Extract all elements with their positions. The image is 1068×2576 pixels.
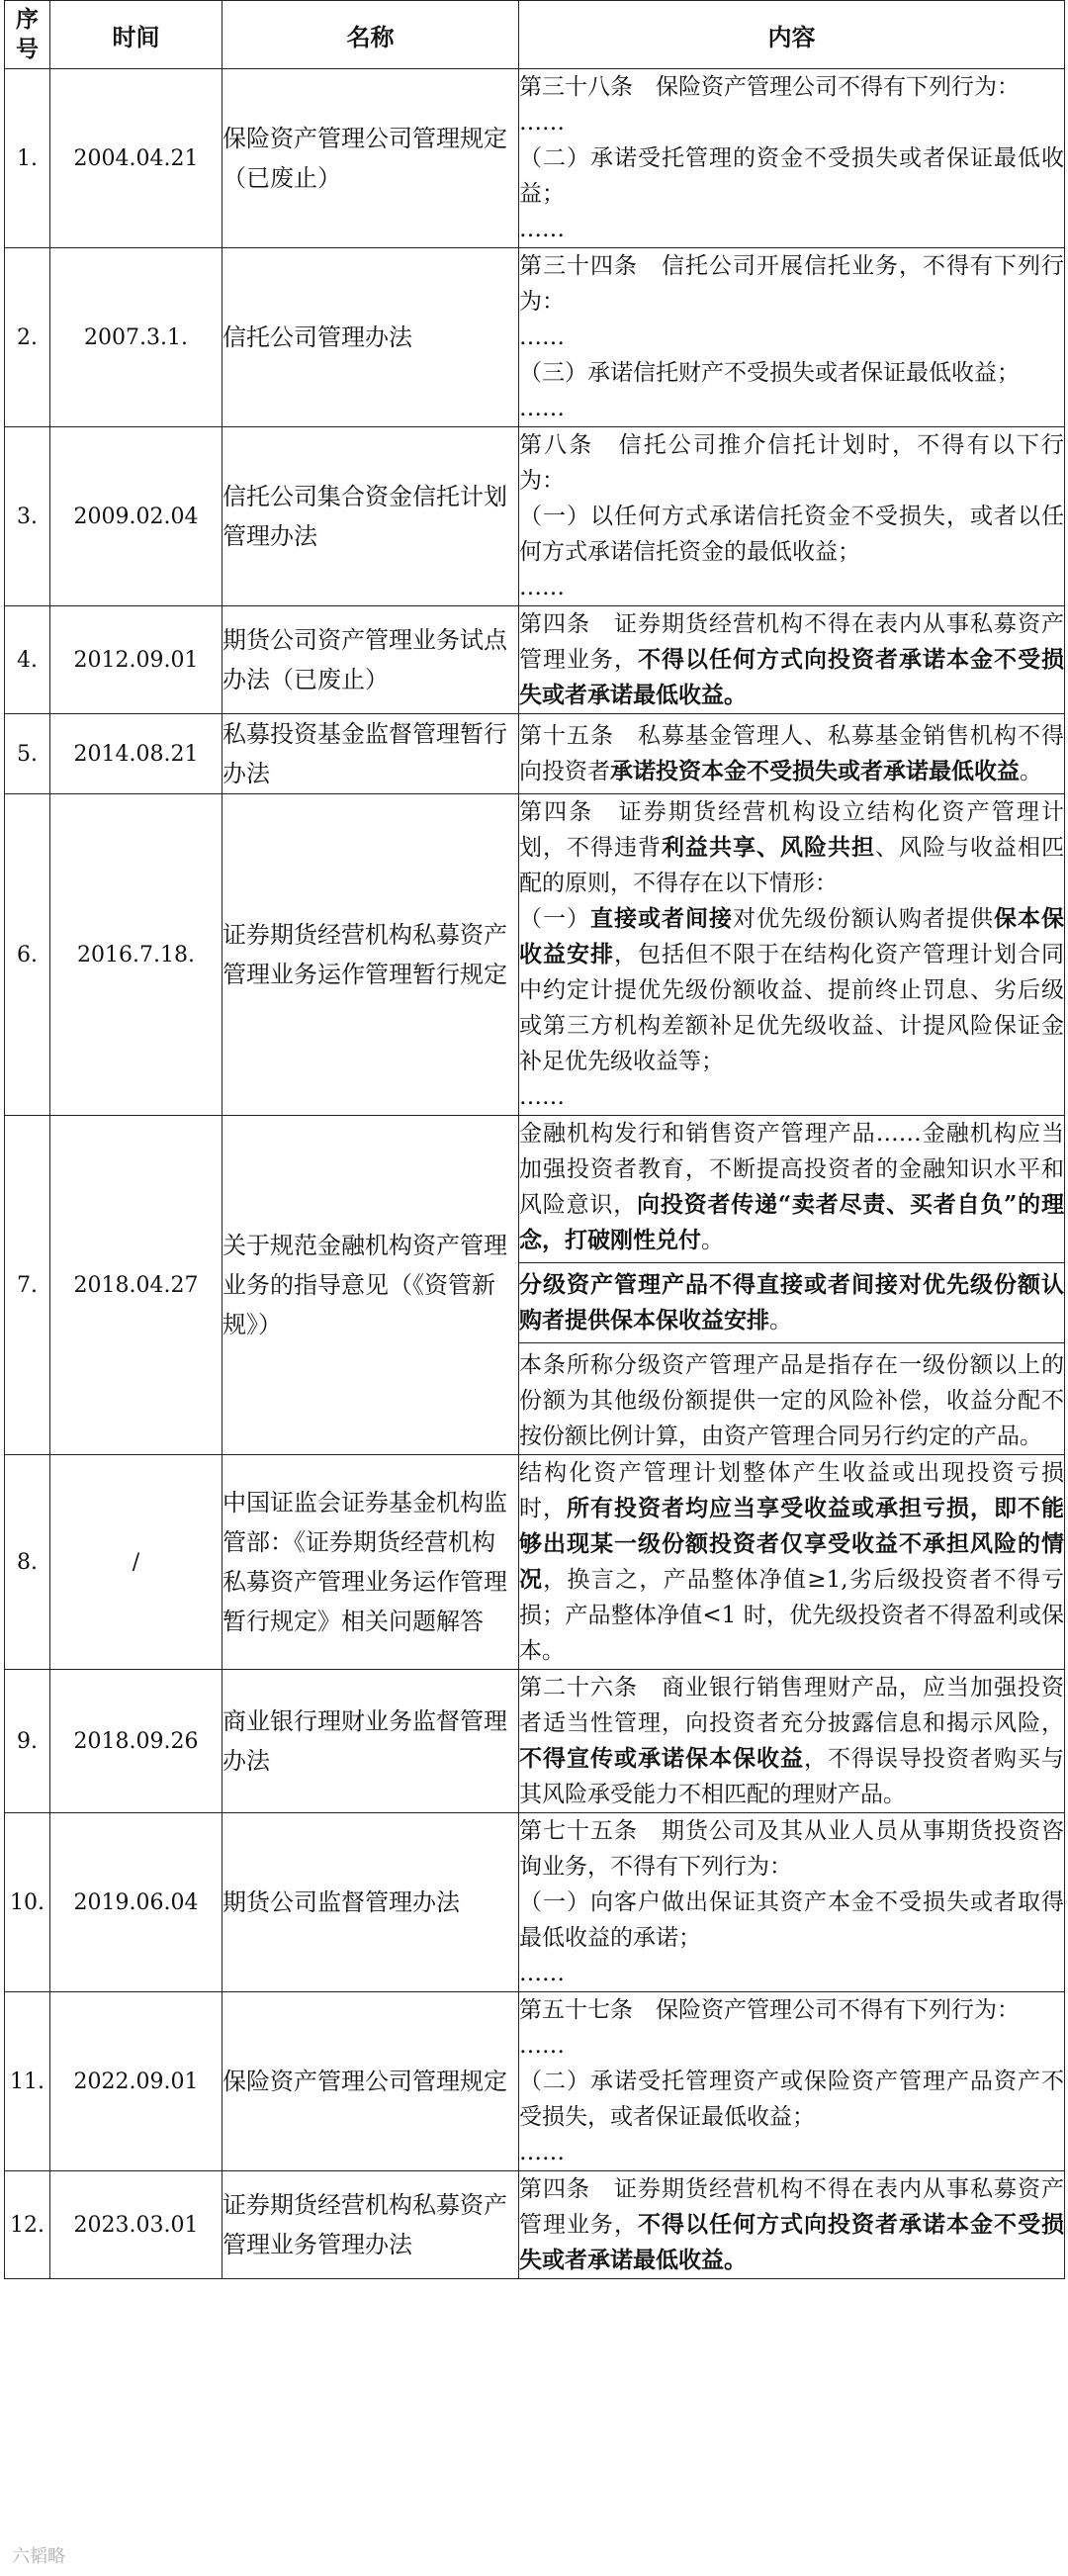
row-content (519, 606, 1065, 714)
text-run: 第二十六条 商业银行销售理财产品，应当加强投资者适当性管理，向投资者充分披露信息和揭示风险， (519, 1675, 1064, 1736)
content-paragraph (519, 427, 1064, 499)
text-run: 第四条 证券期货经营机构设立结构化资产管理计划，不得违背 (519, 799, 1064, 861)
row-date: / (50, 1455, 222, 1670)
table-row (5, 427, 1065, 606)
text-run: 本条所称分级资产管理产品是指存在一级份额以上的份额为其他级份额提供一定的风险补偿，收益分配不按份额比例计算，由资产管理合同另行约定的产品。 (519, 1352, 1064, 1449)
text-run: …… (519, 575, 565, 600)
bold-text-run: 分级资产管理产品不得直接或者间接对优先级份额认购者提供保本保收益安排 (519, 1271, 1064, 1334)
content-paragraph (519, 1670, 1064, 1812)
text-run: 第四条 证券期货经营机构不得在表内从事私募资产管理业务， (519, 2176, 1064, 2238)
row-content (519, 794, 1065, 1116)
row-date: 2018.09.26 (50, 1670, 222, 1813)
row-name: 期货公司监督管理办法 (222, 1813, 519, 1992)
text-run: 第三十四条 信托公司开展信托业务，不得有下列行为： (519, 253, 1064, 315)
row-name: 信托公司集合资金信托计划管理办法 (222, 427, 519, 606)
header-date: 时间 (50, 1, 222, 69)
row-date: 2016.7.18. (50, 794, 222, 1116)
text-run: …… (519, 110, 565, 136)
content-paragraph (519, 2028, 1064, 2064)
table-row (5, 2171, 1065, 2279)
row-seq: 9. (5, 1670, 50, 1813)
table-row (5, 69, 1065, 248)
row-date: 2023.03.01 (50, 2171, 222, 2279)
text-run: 、风险与收益相匹配的原则，不得存在以下情形： (519, 835, 1064, 896)
bold-text-run: 向投资者传递“卖者尽责、买者自负”的理念，打破刚性兑付 (519, 1191, 1064, 1253)
header-seq: 序号 (5, 1, 50, 69)
text-run: …… (519, 2033, 565, 2059)
row-date: 2014.08.21 (50, 714, 222, 794)
table-row (5, 1670, 1065, 1813)
content-paragraph (519, 105, 1064, 140)
text-run: ，包括但不限于在结构化资产管理计划合同中约定计提优先级份额收益、提前终止罚息、劣后级或第三方机构差额补足优先级收益、计提风险保证金补足优先级收益等； (519, 942, 1064, 1074)
row-name: 中国证监会证券基金机构监管部：《证券期货经营机构私募资产管理业务运作管理暂行规定》相关问题解答 (222, 1455, 519, 1670)
content-paragraph (519, 2135, 1064, 2170)
text-run: …… (519, 396, 565, 421)
row-date: 2007.3.1. (50, 248, 222, 427)
text-run: 金融机构发行和销售资产管理产品……金融机构应当加强投资者教育，不断提高投资者的金融知识水平和风险意识， (519, 1121, 1064, 1218)
row-date: 2009.02.04 (50, 427, 222, 606)
row-content (519, 1455, 1065, 1670)
bold-text-run: 利益共享、风险共担 (662, 834, 875, 861)
content-paragraph (519, 355, 1064, 391)
table-row (5, 1813, 1065, 1992)
row-name: 信托公司管理办法 (222, 248, 519, 427)
text-run: 第三十八条 保险资产管理公司不得有下列行为： (519, 74, 1020, 100)
content-paragraph (519, 212, 1064, 247)
row-seq: 3. (5, 427, 50, 606)
content-paragraph (519, 1342, 1064, 1454)
row-name: 期货公司资产管理业务试点办法（已废止） (222, 606, 519, 714)
row-seq: 5. (5, 714, 50, 794)
row-name: 关于规范金融机构资产管理业务的指导意见（《资管新规》） (222, 1116, 519, 1455)
row-seq: 8. (5, 1455, 50, 1670)
text-run: （一）以任何方式承诺信托资金不受损失，或者以任何方式承诺信托资金的最低收益； (519, 504, 1064, 565)
text-run: （二）承诺受托管理的资金不受损失或者保证最低收益； (519, 145, 1064, 207)
content-paragraph (519, 140, 1064, 212)
text-run: 第五十七条 保险资产管理公司不得有下列行为： (519, 1997, 1020, 2023)
text-run: 。 (701, 1228, 724, 1253)
text-run: …… (519, 217, 565, 242)
row-name: 证券期货经营机构私募资产管理业务运作管理暂行规定 (222, 794, 519, 1116)
content-paragraph (519, 1885, 1064, 1956)
text-run: ，不得误导投资者购买与其风险承受能力不相匹配的理财产品。 (519, 1746, 1064, 1807)
text-run: 。 (1020, 759, 1042, 784)
content-paragraph (519, 794, 1064, 901)
row-date: 2004.04.21 (50, 69, 222, 248)
bold-text-run: 所有投资者均应当享受收益或承担亏损，即不能够出现某一级份额投资者仅享受收益不承担风险的情况 (519, 1495, 1064, 1593)
table-row (5, 1116, 1065, 1455)
text-run: （一）向客户做出保证其资产本金不受损失或者取得最低收益的承诺； (519, 1889, 1064, 1951)
table-row (5, 1455, 1065, 1670)
row-content (519, 1992, 1065, 2171)
content-paragraph (519, 2064, 1064, 2135)
text-run: 第四条 证券期货经营机构不得在表内从事私募资产管理业务， (519, 611, 1064, 673)
text-run: 第八条 信托公司推介信托计划时，不得有以下行为： (519, 432, 1064, 494)
text-run: …… (519, 1961, 565, 1986)
row-content (519, 2171, 1065, 2279)
row-content (519, 427, 1065, 606)
text-run: 对优先级份额认购者提供 (733, 906, 994, 932)
text-run: 第七十五条 期货公司及其从业人员从事期货投资咨询业务，不得有下列行为： (519, 1818, 1064, 1880)
table-row (5, 606, 1065, 714)
table-row (5, 1992, 1065, 2171)
text-run: ，换言之，产品整体净值≥1,劣后级投资者不得亏损；产品整体净值<1 时，优先级投资者不得盈利或保本。 (519, 1567, 1065, 1664)
text-run: 结构化资产管理计划整体产生收益或出现投资亏损时， (519, 1460, 1064, 1521)
content-paragraph (519, 248, 1064, 320)
bold-text-run: 不得以任何方式向投资者承诺本金不受损失或者承诺最低收益。 (519, 2211, 1064, 2273)
text-run: 。 (769, 1308, 792, 1334)
row-content (519, 1813, 1065, 1992)
header-name: 名称 (222, 1, 519, 69)
row-date: 2022.09.01 (50, 1992, 222, 2171)
text-run: …… (519, 324, 565, 350)
table-row (5, 714, 1065, 794)
content-paragraph (519, 901, 1064, 1079)
bold-text-run: 保本保收益安排 (519, 905, 1064, 967)
row-content (519, 1670, 1065, 1813)
text-run: （一） (519, 906, 590, 932)
content-paragraph (519, 1079, 1064, 1115)
content-paragraph (519, 1262, 1064, 1338)
row-name: 保险资产管理公司管理规定（已废止） (222, 69, 519, 248)
bold-text-run: 不得以任何方式向投资者承诺本金不受损失或者承诺最低收益。 (519, 646, 1064, 708)
row-content (519, 1116, 1065, 1455)
row-seq: 10. (5, 1813, 50, 1992)
watermark: 六韬略 (12, 2546, 65, 2567)
content-paragraph (519, 606, 1064, 713)
bold-text-run: 直接或者间接 (590, 905, 733, 932)
row-seq: 4. (5, 606, 50, 714)
text-run: （三）承诺信托财产不受损失或者保证最低收益； (519, 360, 1020, 386)
row-content (519, 714, 1065, 794)
bold-text-run: 承诺投资本金不受损失或者承诺最低收益 (610, 758, 1020, 784)
row-seq: 11. (5, 1992, 50, 2171)
row-date: 2018.04.27 (50, 1116, 222, 1455)
row-seq: 7. (5, 1116, 50, 1455)
header-row (5, 1, 1065, 69)
table-row (5, 248, 1065, 427)
bold-text-run: 不得宣传或承诺保本保收益 (519, 1745, 804, 1772)
content-paragraph (519, 499, 1064, 570)
row-content (519, 69, 1065, 248)
row-name: 商业银行理财业务监督管理办法 (222, 1670, 519, 1813)
row-name: 保险资产管理公司管理规定 (222, 1992, 519, 2171)
text-run: …… (519, 2140, 565, 2165)
row-content (519, 248, 1065, 427)
content-paragraph (519, 1813, 1064, 1885)
content-paragraph (519, 391, 1064, 426)
text-run: （二）承诺受托管理资产或保险资产管理产品资产不受损失，或者保证最低收益； (519, 2069, 1064, 2130)
row-seq: 12. (5, 2171, 50, 2279)
row-name: 私募投资基金监督管理暂行办法 (222, 714, 519, 794)
text-run: …… (519, 1084, 565, 1110)
row-seq: 6. (5, 794, 50, 1116)
content-paragraph (519, 1992, 1064, 2028)
content-paragraph (519, 718, 1064, 789)
content-paragraph (519, 1116, 1064, 1258)
content-paragraph (519, 1956, 1064, 1991)
content-paragraph (519, 320, 1064, 355)
content-paragraph (519, 1455, 1064, 1669)
row-seq: 2. (5, 248, 50, 427)
regulation-table (4, 0, 1065, 2279)
row-date: 2012.09.01 (50, 606, 222, 714)
header-content: 内容 (519, 1, 1065, 69)
text-run: 第十五条 私募基金管理人、私募基金销售机构不得向投资者 (519, 723, 1064, 784)
row-date: 2019.06.04 (50, 1813, 222, 1992)
row-seq: 1. (5, 69, 50, 248)
content-paragraph (519, 570, 1064, 605)
content-paragraph (519, 69, 1064, 105)
row-name: 证券期货经营机构私募资产管理业务管理办法 (222, 2171, 519, 2279)
table-row (5, 794, 1065, 1116)
content-paragraph (519, 2171, 1064, 2278)
table-body (5, 69, 1065, 2279)
